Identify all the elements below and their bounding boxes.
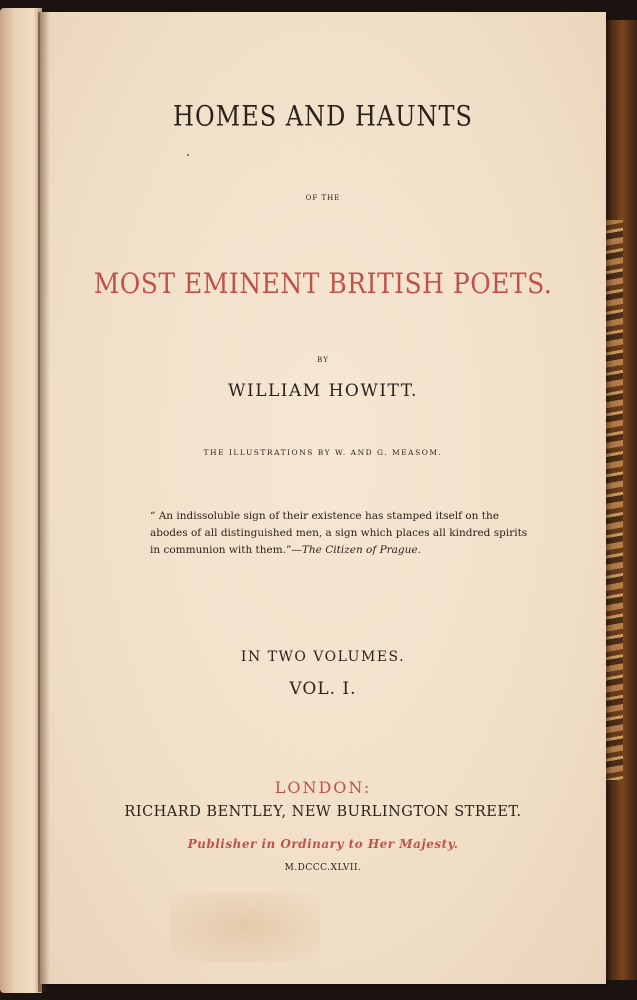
- author-name: WILLIAM HOWITT.: [228, 381, 418, 401]
- title-page: [40, 12, 606, 984]
- quote-line-1: “ An indissoluble sign of their existence has stamped itself on the: [150, 510, 499, 522]
- paper-speck: [187, 154, 189, 156]
- imprint-publisher: RICHARD BENTLEY, NEW BURLINGTON STREET.: [124, 804, 522, 820]
- quote-source: The Citizen of Prague.: [301, 544, 421, 556]
- quote-line-3-text: in communion with them.”—: [150, 544, 302, 556]
- imprint-appointment: Publisher in Ordinary to Her Majesty.: [187, 837, 459, 851]
- of-the-text: OF THE: [305, 194, 341, 202]
- by-text: BY: [317, 356, 329, 364]
- imprint-year: M.DCCC.XLVII.: [284, 863, 362, 873]
- gutter-shadow: [38, 12, 50, 992]
- volumes-text: IN TWO VOLUMES.: [240, 649, 406, 665]
- book-title: HOMES AND HAUNTS: [173, 100, 473, 133]
- left-endpaper: [0, 8, 42, 993]
- foxing-stain: [170, 892, 320, 962]
- volume-number: VOL. I.: [289, 679, 357, 699]
- quote-line-3: [150, 542, 490, 559]
- book-subtitle: MOST EMINENT BRITISH POETS.: [93, 267, 553, 300]
- quote-line-2: abodes of all distinguished men, a sign which places all kindred spirits: [150, 527, 528, 539]
- epigraph-quote: [150, 508, 528, 559]
- imprint-city: LONDON:: [274, 778, 372, 797]
- illustrations-credit: THE ILLUSTRATIONS BY W. AND G. MEASOM.: [203, 448, 443, 457]
- marbled-edge: [603, 220, 623, 780]
